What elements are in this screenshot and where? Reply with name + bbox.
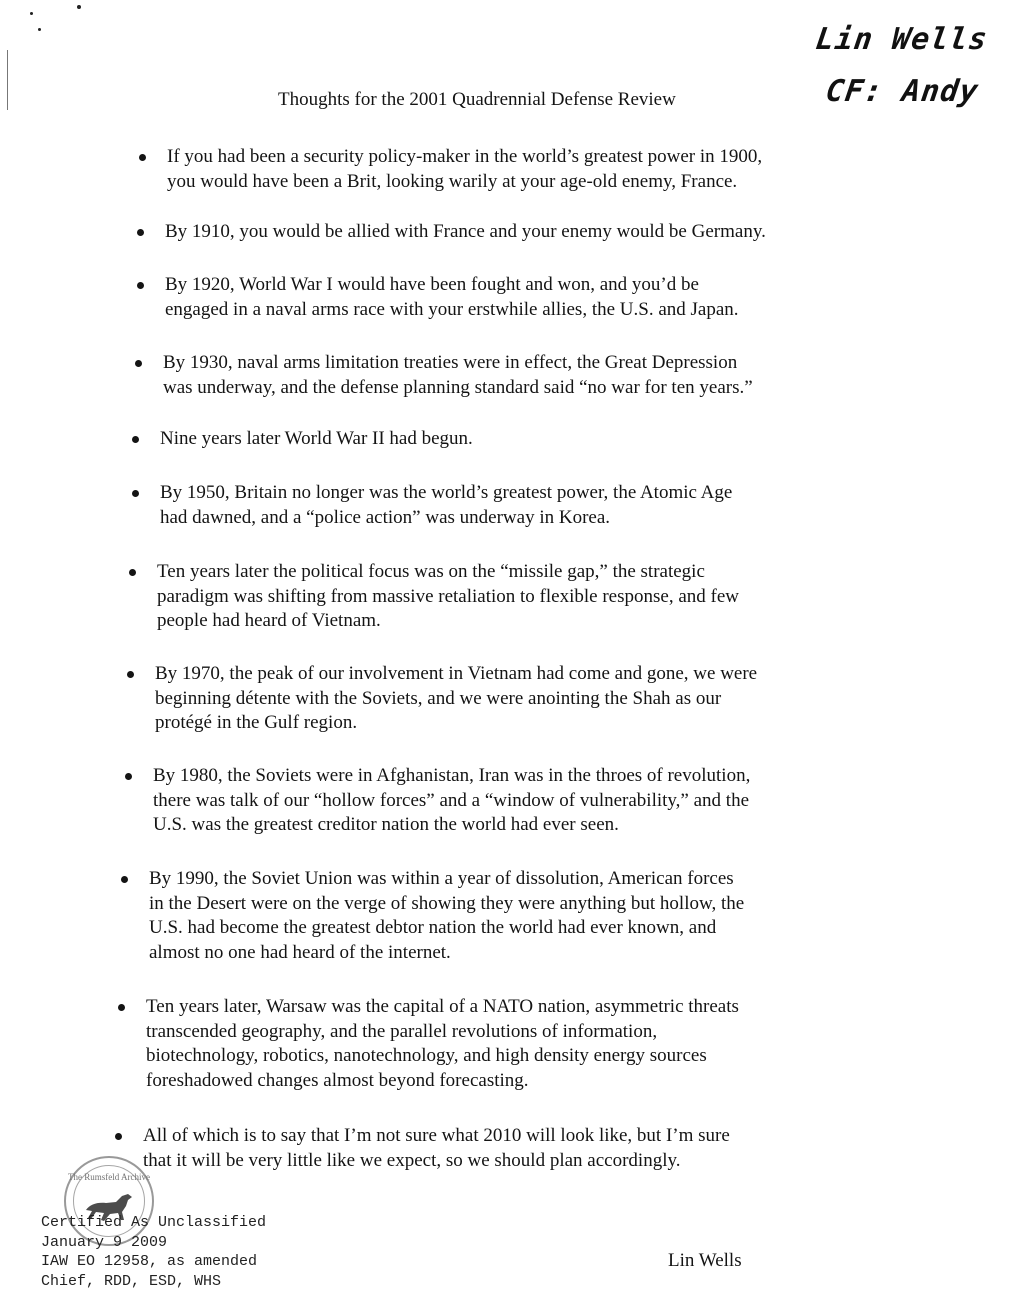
bullet-item [167,145,762,194]
bullet-item [155,662,757,736]
certification-line: Chief, RDD, ESD, WHS [41,1272,222,1290]
handwritten-note-name: Lin Wells [813,22,991,57]
bullet-item [153,764,750,838]
bullet-dot-icon [137,282,144,289]
certification-stamp [41,1213,266,1291]
certification-line: January 9 2009 [41,1233,168,1251]
bullet-dot-icon [132,436,139,443]
bullet-text: By 1980, the Soviets were in Afghanistan, Iran was in the throes of revolution, there was talk of our “hollow forces” and a “window of vulnerability,” and the U.S. was the greatest creditor nation the world had ever seen. [153,765,751,835]
bullet-text: By 1970, the peak of our involvement in Vietnam had come and gone, we were beginning détente with the Soviets, and we were anointing the Shah as our protégé in the Gulf region. [155,663,758,733]
bullet-item [160,427,473,452]
author-signature: Lin Wells [668,1250,742,1271]
bullet-dot-icon [127,671,134,678]
document-title: Thoughts for the 2001 Quadrennial Defense Review [278,89,676,110]
bullet-item [163,351,753,400]
bullet-dot-icon [125,773,132,780]
bullet-item [149,867,744,965]
bullet-dot-icon [132,490,139,497]
certification-line: IAW EO 12958, as amended [41,1253,258,1270]
bullet-dot-icon [121,876,128,883]
bullet-item [165,220,766,245]
bullet-text: By 1950, Britain no longer was the world’s greatest power, the Atomic Age had dawned, and a “police action” was underway in Korea. [160,482,733,528]
certification-line: Certified As Unclassified [41,1214,267,1231]
bullet-item [146,995,739,1093]
bullet-text: If you had been a security policy-maker in the world’s greatest power in 1900, you would have been a Brit, looking warily at your age-old enemy, France. [167,146,763,192]
seal-text: The Rumsfeld Archive [68,1172,150,1182]
bullet-text: By 1930, naval arms limitation treaties were in effect, the Great Depression was underway, and the defense planning standard said “no war for ten years.” [163,352,753,398]
bullet-dot-icon [118,1004,125,1011]
bullet-text: By 1910, you would be allied with France and your enemy would be Germany. [165,221,766,242]
bullet-dot-icon [139,154,146,161]
bullet-item [165,273,739,322]
bullet-dot-icon [129,569,136,576]
bullet-item [160,481,732,530]
bullet-item [157,560,739,634]
bullet-text: By 1920, World War I would have been fought and won, and you’d be engaged in a naval arms race with your erstwhile allies, the U.S. and Japan. [165,274,739,320]
handwritten-note-cc: CF: Andy [823,74,981,109]
bullet-text: Ten years later the political focus was on the “missile gap,” the strategic paradigm was shifting from massive retaliation to flexible response, and few people had heard of Vietnam. [157,561,739,631]
bullet-text: All of which is to say that I’m not sure what 2010 will look like, but I’m sure that it will be very little like we expect, so we should plan accordingly. [143,1125,730,1171]
bullet-text: By 1990, the Soviet Union was within a year of dissolution, American forces in the Desert were on the verge of showing they were anything but hollow, the U.S. had become the greatest debtor nation the world had ever known, and almost no one had heard of the internet. [149,868,745,963]
bullet-dot-icon [115,1133,122,1140]
bullet-text: Nine years later World War II had begun. [160,428,473,449]
bullet-dot-icon [135,360,142,367]
bullet-text: Ten years later, Warsaw was the capital of a NATO nation, asymmetric threats transcended geography, and the parallel revolutions of information, biotechnology, robotics, nanotechnology, and high density energy sources foreshadowed changes almost beyond forecasting. [146,996,739,1091]
bullet-item [143,1124,730,1173]
bullet-dot-icon [137,229,144,236]
